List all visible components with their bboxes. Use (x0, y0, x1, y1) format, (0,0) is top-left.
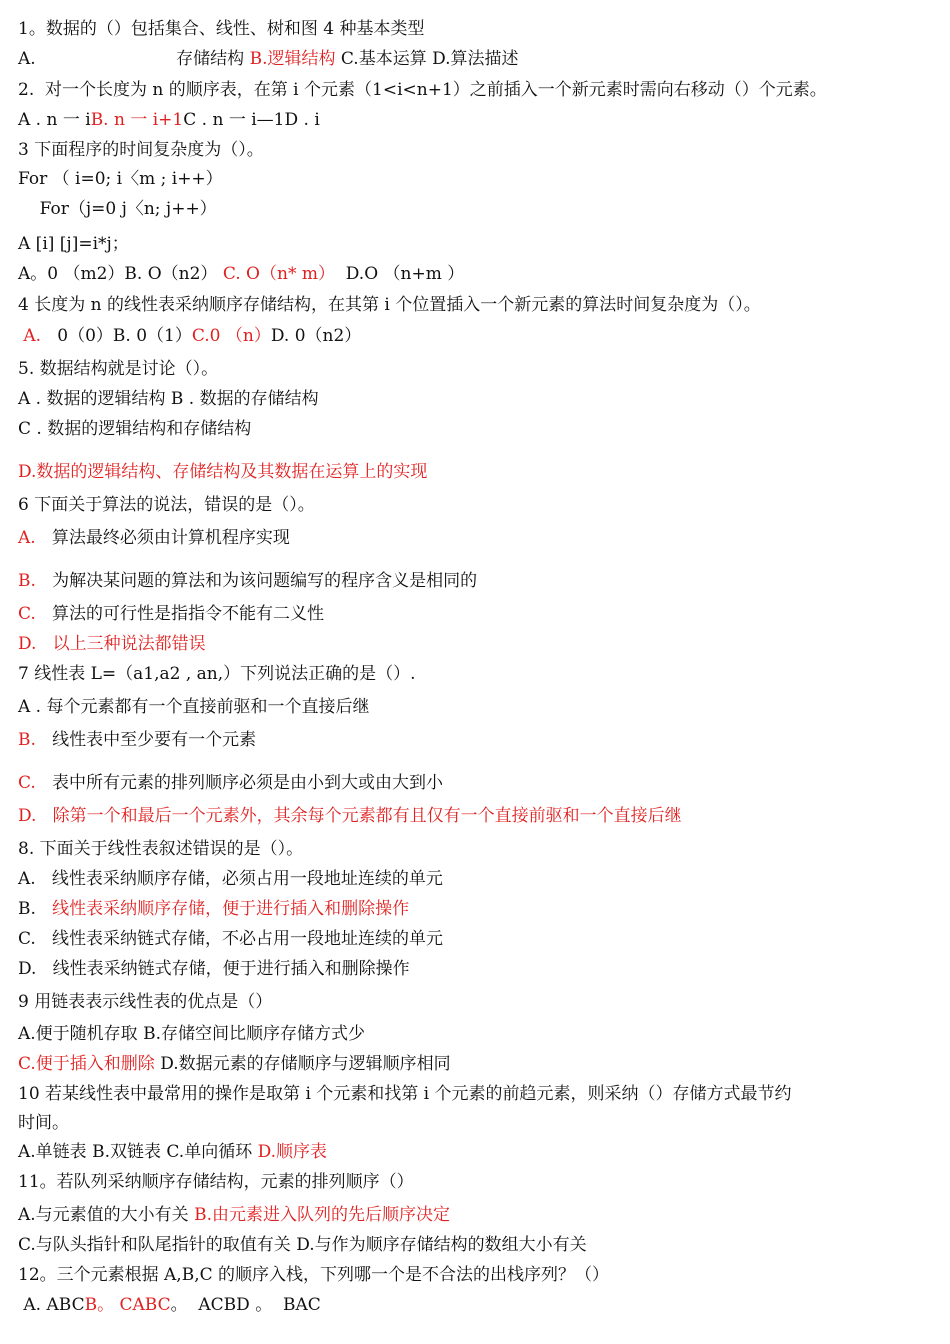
text-line (18, 729, 256, 751)
text-line (18, 1294, 321, 1316)
text-line (18, 1171, 414, 1193)
text-line (18, 1053, 451, 1075)
line-text: 为解决某问题的算法和为该问题编写的程序含义是相同的 (35, 571, 478, 591)
answer-highlight: C. (18, 604, 36, 624)
answer-highlight: C. O（n* m） (222, 264, 335, 284)
line-text: C. 线性表采纳链式存储，不必占用一段地址连续的单元 (18, 929, 444, 949)
text-line (18, 603, 324, 625)
line-text: For （ i=0; i〈m ; i++） (18, 169, 223, 189)
answer-highlight: C.0 （n） (191, 326, 271, 346)
text-line (18, 958, 410, 980)
text-line (18, 461, 427, 483)
line-text: A.与元素值的大小有关 (18, 1205, 195, 1225)
answer-highlight: A. (18, 326, 42, 346)
text-line (18, 1112, 69, 1134)
line-text: 。 ACBD 。 BAC (170, 1295, 321, 1315)
text-line (18, 1141, 327, 1163)
text-line (18, 663, 416, 685)
line-text: For（j=0 j〈n; j++） (18, 199, 217, 219)
text-line (18, 168, 223, 190)
text-line (18, 1023, 365, 1045)
line-text: D. 0（n2） (270, 326, 362, 346)
text-line (18, 79, 827, 101)
text-line (18, 527, 290, 549)
line-text: 3 下面程序的时间复杂度为（）。 (18, 140, 264, 160)
text-line (18, 139, 264, 161)
answer-highlight: B。 CABC (84, 1295, 171, 1315)
line-text: C.与队头指针和队尾指针的取值有关 D.与作为顺序存储结构的数组大小有关 (18, 1235, 587, 1255)
answer-highlight: D. 以上三种说法都错误 (18, 634, 206, 654)
line-text: A.便于随机存取 B.存储空间比顺序存储方式少 (18, 1024, 365, 1044)
line-text: 10 若某线性表中最常用的操作是取第 i 个元素和找第 i 个元素的前趋元素，则采纳（）存储方式最节约 (18, 1084, 792, 1104)
line-text: A [i] [j]=i*j； (18, 234, 129, 254)
text-line (18, 838, 303, 860)
text-line (18, 928, 443, 950)
line-text: C . 数据的逻辑结构和存储结构 (18, 419, 252, 439)
line-text: A。0 （m2）B. O（n2） (18, 264, 223, 284)
line-text: 4 长度为 n 的线性表采纳顺序存储结构，在其第 i 个位置插入一个新元素的算法时间复杂度为（）。 (18, 295, 761, 315)
line-text: 算法最终必须由计算机程序实现 (35, 528, 290, 548)
text-line (18, 570, 477, 592)
line-text: D. 线性表采纳链式存储，便于进行插入和删除操作 (18, 959, 410, 979)
text-line (18, 388, 319, 410)
text-line (18, 991, 272, 1013)
answer-highlight: B. n 一 i+1 (90, 110, 184, 130)
line-text: 9 用链表表示线性表的优点是（） (18, 992, 273, 1012)
line-text: 时间。 (18, 1113, 69, 1133)
text-line (18, 868, 443, 890)
line-text: C.基本运算 D.算法描述 (335, 49, 519, 69)
line-text: 0（0）B. 0（1） (41, 326, 192, 346)
answer-highlight: 线性表采纳顺序存储，便于进行插入和删除操作 (52, 899, 410, 919)
text-line (18, 18, 424, 40)
line-text: 8. 下面关于线性表叙述错误的是（）。 (18, 839, 304, 859)
line-text: D.O （n+m ） (334, 264, 465, 284)
text-line (18, 772, 443, 794)
line-text: 表中所有元素的排列顺序必须是由小到大或由大到小 (35, 773, 444, 793)
line-text: A. 线性表采纳顺序存储，必须占用一段地址连续的单元 (18, 869, 443, 889)
line-text: 11。若队列采纳顺序存储结构，元素的排列顺序（） (18, 1172, 414, 1192)
line-text: 线性表中至少要有一个元素 (35, 730, 257, 750)
line-text: 2. 对一个长度为 n 的顺序表，在第 i 个元素（1<i<n+1）之前插入一个新元素时需向右移动（）个元素。 (18, 80, 827, 100)
text-line (18, 1234, 587, 1256)
text-line (18, 325, 361, 347)
text-line (18, 805, 682, 827)
answer-highlight: B.逻辑结构 (249, 49, 336, 69)
answer-highlight: C. (18, 773, 36, 793)
text-line (18, 48, 519, 70)
line-text: 7 线性表 L=（a1,a2 , an,）下列说法正确的是（）. (18, 664, 416, 684)
line-text: A. 存储结构 (18, 49, 250, 69)
line-text: B. (18, 899, 53, 919)
text-line (18, 1204, 450, 1226)
line-text: A . n 一 i (18, 110, 91, 130)
answer-highlight: C.便于插入和删除 (18, 1054, 155, 1074)
line-text: C . n 一 i—1D . i (183, 110, 320, 130)
text-line (18, 358, 218, 380)
text-line (18, 294, 761, 316)
line-text: A . 每个元素都有一个直接前驱和一个直接后继 (18, 697, 370, 717)
line-text: 1。数据的（）包括集合、线性、树和图 4 种基本类型 (18, 19, 425, 39)
answer-highlight: A. (18, 528, 36, 548)
text-line (18, 418, 251, 440)
answer-highlight: B. (18, 571, 36, 591)
text-line (18, 696, 370, 718)
text-line (18, 494, 315, 516)
answer-highlight: B.由元素进入队列的先后顺序决定 (194, 1205, 450, 1225)
text-line (18, 233, 129, 255)
text-line (18, 633, 206, 655)
text-line (18, 1264, 609, 1286)
line-text: D.数据元素的存储顺序与逻辑顺序相同 (154, 1054, 451, 1074)
text-line (18, 198, 217, 220)
answer-highlight: D. 除第一个和最后一个元素外，其余每个元素都有且仅有一个直接前驱和一个直接后继 (18, 806, 682, 826)
answer-highlight: D.顺序表 (257, 1142, 328, 1162)
line-text: A . 数据的逻辑结构 B . 数据的存储结构 (18, 389, 319, 409)
text-line (18, 109, 320, 131)
text-line (18, 1083, 792, 1105)
text-line (18, 898, 409, 920)
text-line (18, 263, 464, 285)
answer-highlight: D.数据的逻辑结构、存储结构及其数据在运算上的实现 (18, 462, 428, 482)
line-text: 5. 数据结构就是讨论（）。 (18, 359, 219, 379)
answer-highlight: B. (18, 730, 36, 750)
line-text: 6 下面关于算法的说法，错误的是（）。 (18, 495, 315, 515)
line-text: A. ABC (18, 1295, 85, 1315)
line-text: 算法的可行性是指指令不能有二义性 (35, 604, 325, 624)
line-text: 12。三个元素根据 A,B,C 的顺序入栈，下列哪一个是不合法的出栈序列？（） (18, 1265, 610, 1285)
line-text: A.单链表 B.双链表 C.单向循环 (18, 1142, 258, 1162)
